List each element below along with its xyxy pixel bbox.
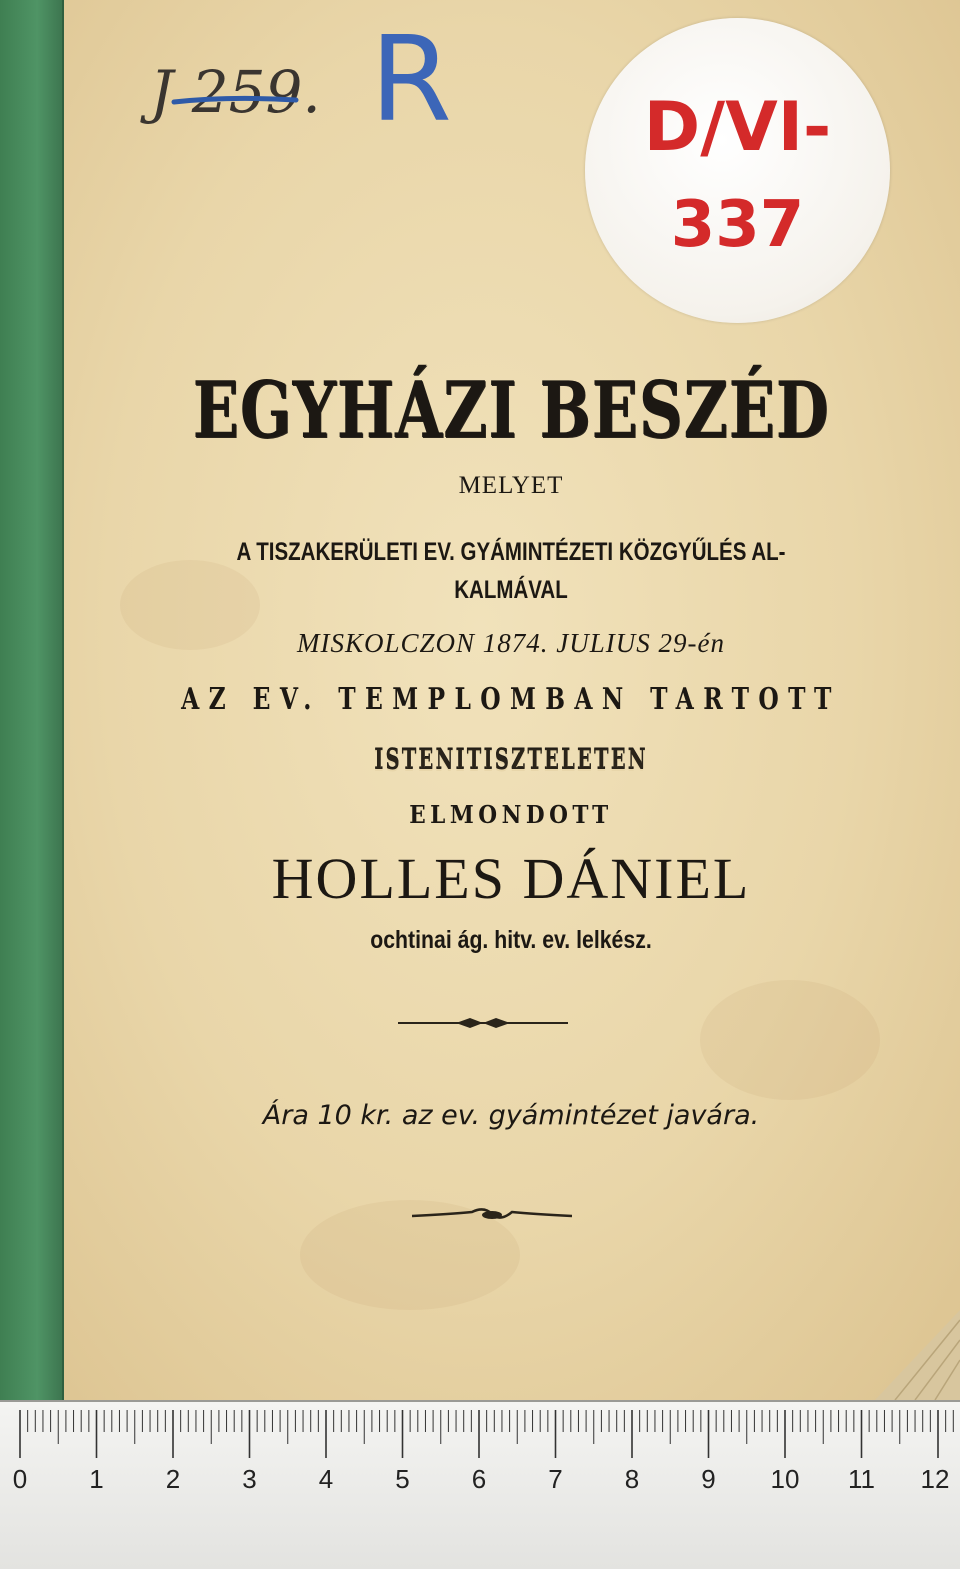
church-line: AZ EV. TEMPLOMBAN TARTOTT bbox=[181, 682, 841, 717]
sticker-line-2: 337 bbox=[670, 188, 805, 262]
ruler-number: 4 bbox=[318, 1464, 334, 1494]
ruler-number: 8 bbox=[624, 1464, 640, 1494]
ruler-number: 12 bbox=[920, 1464, 950, 1494]
strike-through-line bbox=[170, 92, 300, 110]
occasion-line-2: KALMÁVAL bbox=[454, 576, 568, 604]
ornamental-rule bbox=[412, 1206, 572, 1224]
ruler-number: 3 bbox=[242, 1464, 257, 1494]
author-name: HOLLES DÁNIEL bbox=[271, 846, 751, 911]
measurement-ruler bbox=[0, 1400, 960, 1569]
green-spine-binding bbox=[0, 0, 64, 1400]
sticker-line-1: D/VI- bbox=[643, 88, 832, 167]
ruler-number: 7 bbox=[548, 1464, 563, 1494]
handwritten-letter-mark: R bbox=[370, 10, 452, 148]
ruler-number: 10 bbox=[770, 1464, 800, 1494]
ornamental-rule bbox=[398, 1016, 568, 1030]
ruler-number: 9 bbox=[701, 1464, 716, 1494]
subtitle: MELYET bbox=[458, 472, 564, 499]
spoken-line: ELMONDOTT bbox=[409, 800, 613, 829]
service-line: ISTENITISZTELETEN bbox=[374, 743, 648, 776]
ruler-number: 2 bbox=[165, 1464, 181, 1494]
price-line: Ára 10 kr. az ev. gyámintézet javára. bbox=[262, 1100, 760, 1131]
ruler-number: 11 bbox=[848, 1464, 875, 1494]
ruler-ticks bbox=[0, 1410, 960, 1470]
ruler-number: 1 bbox=[89, 1464, 104, 1494]
paper-stain bbox=[700, 980, 880, 1100]
occasion-line-1: A TISZAKERÜLETI EV. GYÁMINTÉZETI KÖZGYŰLÉS AL- bbox=[236, 538, 786, 566]
ruler-number: 6 bbox=[471, 1464, 487, 1494]
ruler-number: 0 bbox=[12, 1464, 28, 1494]
document-title: EGYHÁZI BESZÉD bbox=[192, 365, 830, 456]
library-label-sticker bbox=[585, 18, 890, 323]
place-date: MISKOLCZON 1874. JULIUS 29-én bbox=[296, 628, 725, 658]
author-role: ochtinai ág. hitv. ev. lelkész. bbox=[370, 926, 652, 954]
handwritten-shelf-mark: J 259. bbox=[150, 58, 321, 126]
folded-page-corner bbox=[875, 1310, 960, 1400]
ruler-number: 5 bbox=[395, 1464, 410, 1494]
occasion-text bbox=[143, 533, 879, 609]
